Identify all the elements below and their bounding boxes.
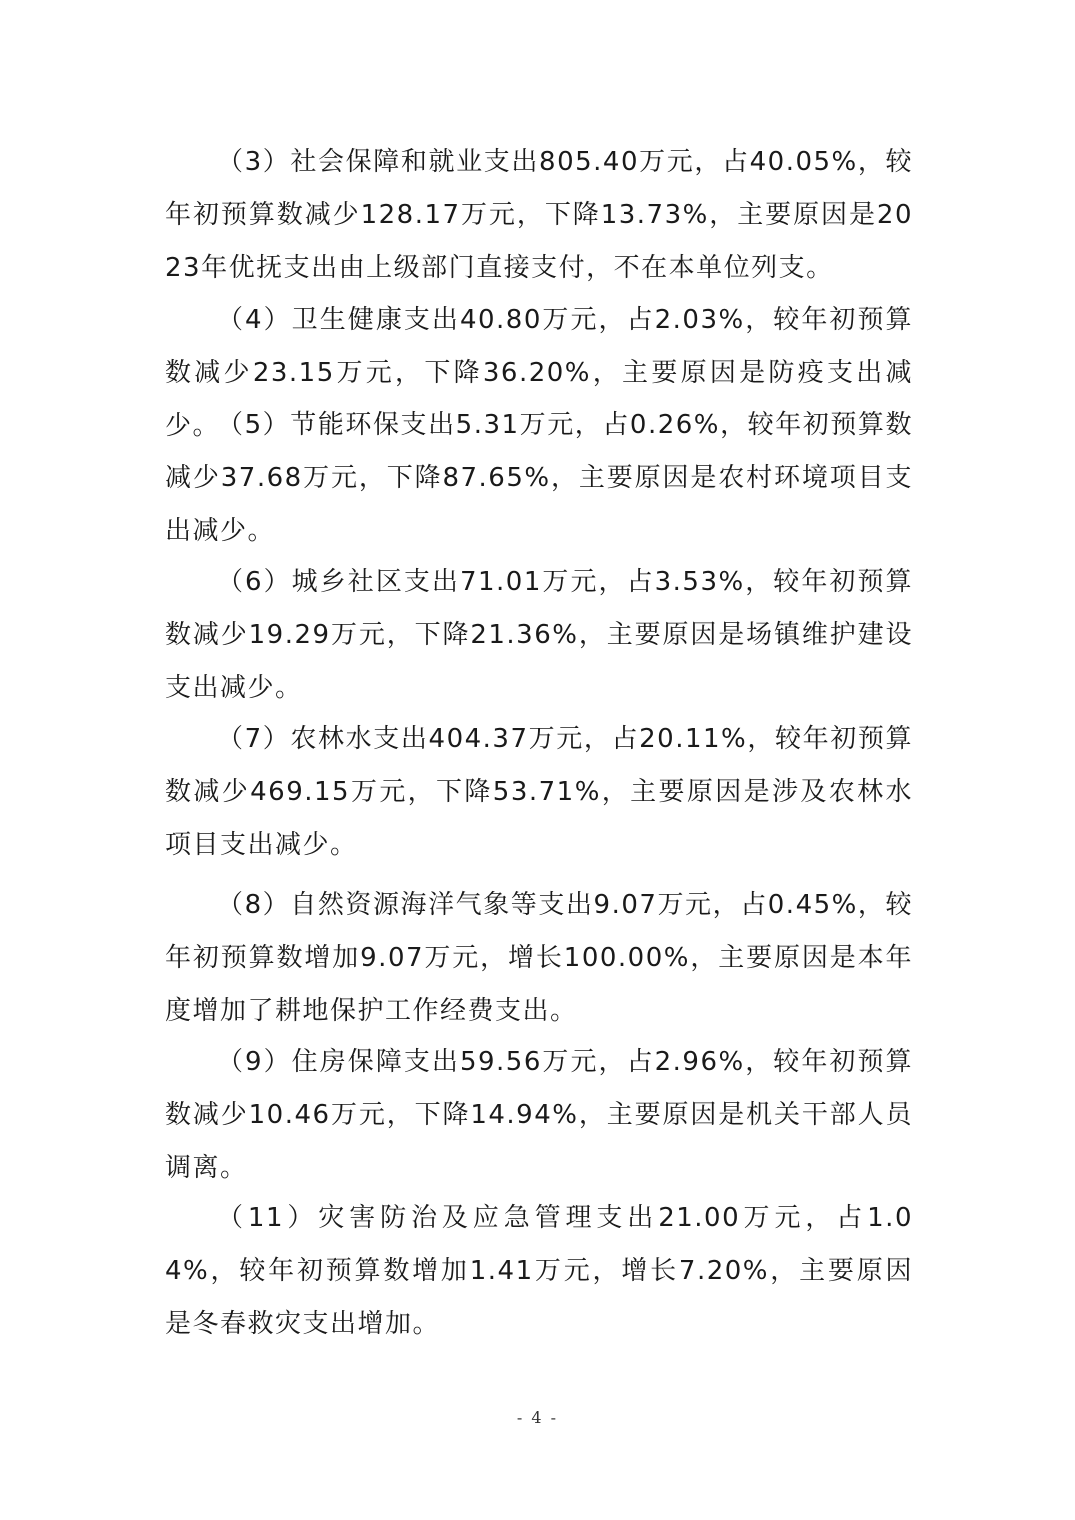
paragraph-natural-resources: （8）自然资源海洋气象等支出9.07万元，占0.45%，较年初预算数增加9.07万元，增长100.00%，主要原因是本年度增加了耕地保护工作经费支出。 [165,890,913,1026]
paragraph-social-security: （3）社会保障和就业支出805.40万元，占40.05%，较年初预算数减少128.17万元，下降13.73%，主要原因是2023年优抚支出由上级部门直接支付，不在本单位列支。 [165,147,913,283]
paragraph-environment: （5）节能环保支出5.31万元，占0.26%，较年初预算数减少37.68万元，下降87.65%，主要原因是农村环境项目支出减少。 [165,410,913,546]
paragraph-housing: （9）住房保障支出59.56万元，占2.96%，较年初预算数减少10.46万元，下降14.94%，主要原因是机关干部人员调离。 [165,1047,913,1183]
paragraph-agriculture-forestry-water: （7）农林水支出404.37万元，占20.11%，较年初预算数减少469.15万元，下降53.71%，主要原因是涉及农林水项目支出减少。 [165,724,913,860]
paragraph-urban-rural-community: （6）城乡社区支出71.01万元，占3.53%，较年初预算数减少19.29万元，下降21.36%，主要原因是场镇维护建设支出减少。 [165,567,913,703]
page-number: - 4 - [516,1408,559,1427]
paragraph-health: （4）卫生健康支出40.80万元，占2.03%，较年初预算数减少23.15万元，下降36.20%，主要原因是防疫支出减少。 [165,305,913,441]
paragraph-disaster-prevention: （11）灾害防治及应急管理支出21.00万元，占1.04%，较年初预算数增加1.41万元，增长7.20%，主要原因是冬春救灾支出增加。 [165,1203,913,1339]
